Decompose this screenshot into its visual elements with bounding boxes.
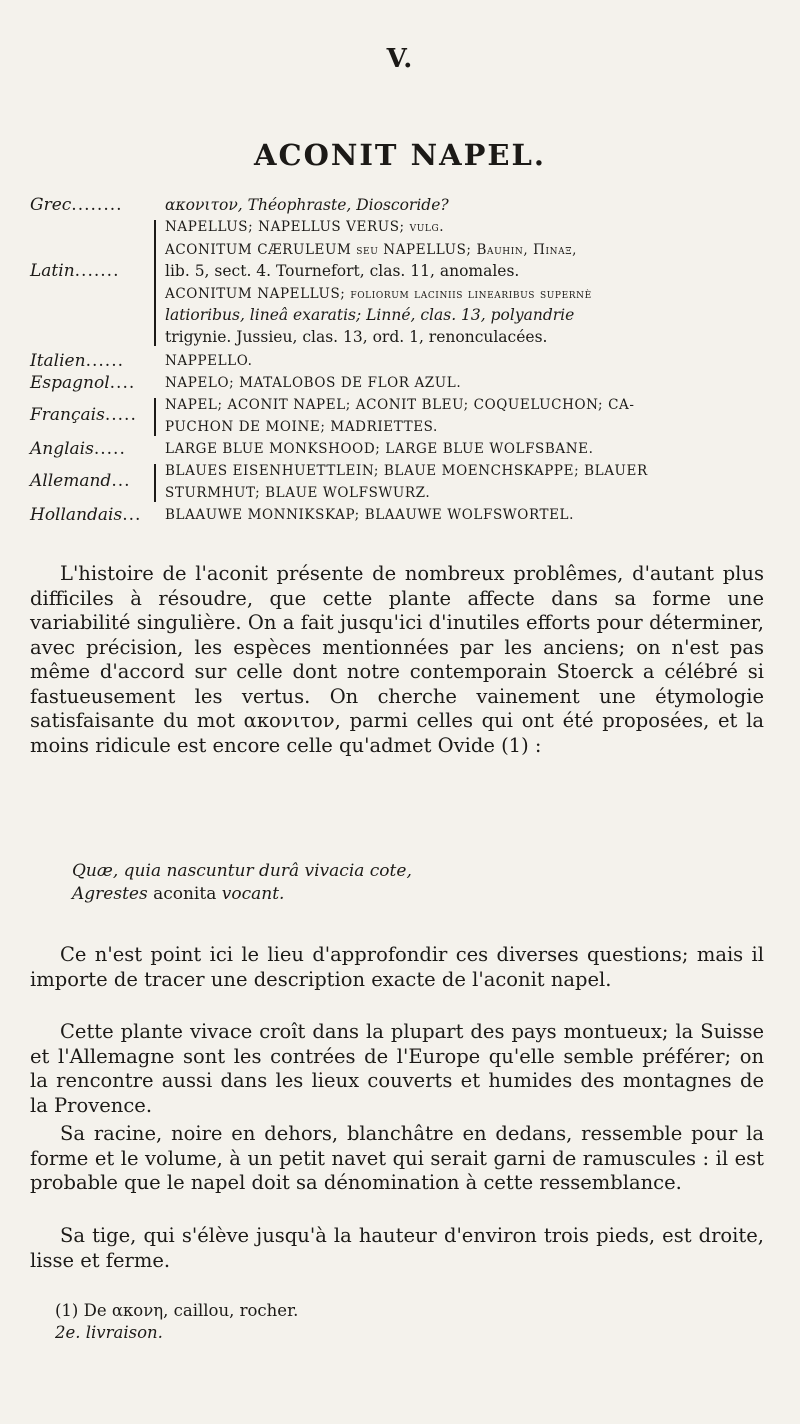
synonym-line: NAPEL; ACONIT NAPEL; ACONIT BLEU; COQUELUCHON; CA- bbox=[165, 397, 635, 413]
brace-bracket bbox=[154, 464, 156, 502]
synonym-line: lib. 5, sect. 4. Tournefort, clas. 11, anomales. bbox=[165, 262, 520, 280]
synonym-line: ACONITUM NAPELLUS; foliorum laciniis linearibus supernè bbox=[165, 286, 592, 302]
lang-label: Grec bbox=[30, 195, 72, 215]
quote-line: Agrestes aconita vocant. bbox=[72, 884, 285, 904]
lang-label: Français bbox=[30, 405, 105, 425]
paragraph-root bbox=[30, 1122, 764, 1196]
footnote-text: (1) De ακονη, caillou, rocher. bbox=[55, 1301, 299, 1320]
synonym-line: latioribus, lineâ exaratis; Linné, clas. 13, polyandrie bbox=[165, 306, 575, 324]
synonym-line: BLAUES EISENHUETTLEIN; BLAUE MOENCHSKAPPE; BLAUER bbox=[165, 463, 648, 479]
page-number: V. bbox=[386, 44, 414, 74]
brace-bracket bbox=[154, 398, 156, 436]
paragraph-stem bbox=[30, 1224, 764, 1273]
synonym-value: NAPPELLO. bbox=[165, 353, 253, 369]
livraison-mark: 2e. livraison. bbox=[55, 1323, 163, 1342]
synonym-value: NAPELO; MATALOBOS DE FLOR AZUL. bbox=[165, 375, 462, 391]
paragraph-history bbox=[30, 562, 764, 758]
synonym-value: LARGE BLUE MONKSHOOD; LARGE BLUE WOLFSBANE. bbox=[165, 441, 594, 457]
synonym-line: NAPELLUS; NAPELLUS VERUS; vulg. bbox=[165, 219, 445, 235]
paragraph-text: Sa tige, qui s'élève jusqu'à la hauteur d'environ trois pieds, est droite, lisse et ferme. bbox=[30, 1224, 764, 1272]
page-title: ACONIT NAPEL. bbox=[254, 138, 546, 172]
synonym-value: ακονιτον, Théophraste, Dioscoride? bbox=[165, 196, 449, 214]
paragraph-text: L'histoire de l'aconit présente de nombreux problêmes, d'autant plus difficiles à résoudre, que cette plante affecte dans sa forme une variabilité singulière. On a fait jusqu'ici d'inutiles efforts pour déterminer, avec précision, les espèces mentionnées par les anciens; on n'est pas même d'accord sur celle dont notre contemporain Stoerck a célébré si fastueusement les vertus. On cherche vainement une étymologie satisfaisante du mot ακονιτον, parmi celles qui ont été proposées, et la moins ridicule est encore celle qu'admet Ovide (1) : bbox=[30, 562, 764, 757]
footnote bbox=[55, 1300, 298, 1344]
paragraph-intro bbox=[30, 943, 764, 992]
paragraph-habitat bbox=[30, 1020, 764, 1118]
paragraph-text: Cette plante vivace croît dans la plupart des pays montueux; la Suisse et l'Allemagne sont les contrées de l'Europe qu'elle semble préférer; on la rencontre aussi dans les lieux couverts et humides des montagnes de la Provence. bbox=[30, 1020, 764, 1117]
ovid-quote bbox=[72, 860, 762, 906]
synonym-line: trigynie. Jussieu, clas. 13, ord. 1, renonculacées. bbox=[165, 328, 548, 346]
synonym-line: ACONITUM CÆRULEUM seu NAPELLUS; Bauhin, Πιναξ, bbox=[165, 242, 578, 258]
lang-label: Latin bbox=[30, 261, 75, 281]
synonym-line: STURMHUT; BLAUE WOLFSWURZ. bbox=[165, 485, 431, 501]
synonym-value: BLAAUWE MONNIKSKAP; BLAAUWE WOLFSWORTEL. bbox=[165, 507, 574, 523]
paragraph-text: Ce n'est point ici le lieu d'approfondir ces diverses questions; mais il importe de tracer une description exacte de l'aconit napel. bbox=[30, 943, 764, 991]
brace-bracket bbox=[154, 220, 156, 346]
lang-label: Anglais bbox=[30, 439, 94, 459]
synonym-line: PUCHON DE MOINE; MADRIETTES. bbox=[165, 419, 438, 435]
lang-label: Italien bbox=[30, 351, 86, 371]
lang-label: Allemand bbox=[30, 471, 112, 491]
lang-label: Espagnol bbox=[30, 373, 110, 393]
paragraph-text: Sa racine, noire en dehors, blanchâtre en dedans, ressemble pour la forme et le volume, à un petit navet qui serait garni de ramuscules : il est probable que le napel doit sa dénomination à cette ressemblance. bbox=[30, 1122, 764, 1194]
lang-label: Hollandais bbox=[30, 505, 123, 525]
quote-line: Quæ, quia nascuntur durâ vivacia cote, bbox=[72, 861, 412, 881]
